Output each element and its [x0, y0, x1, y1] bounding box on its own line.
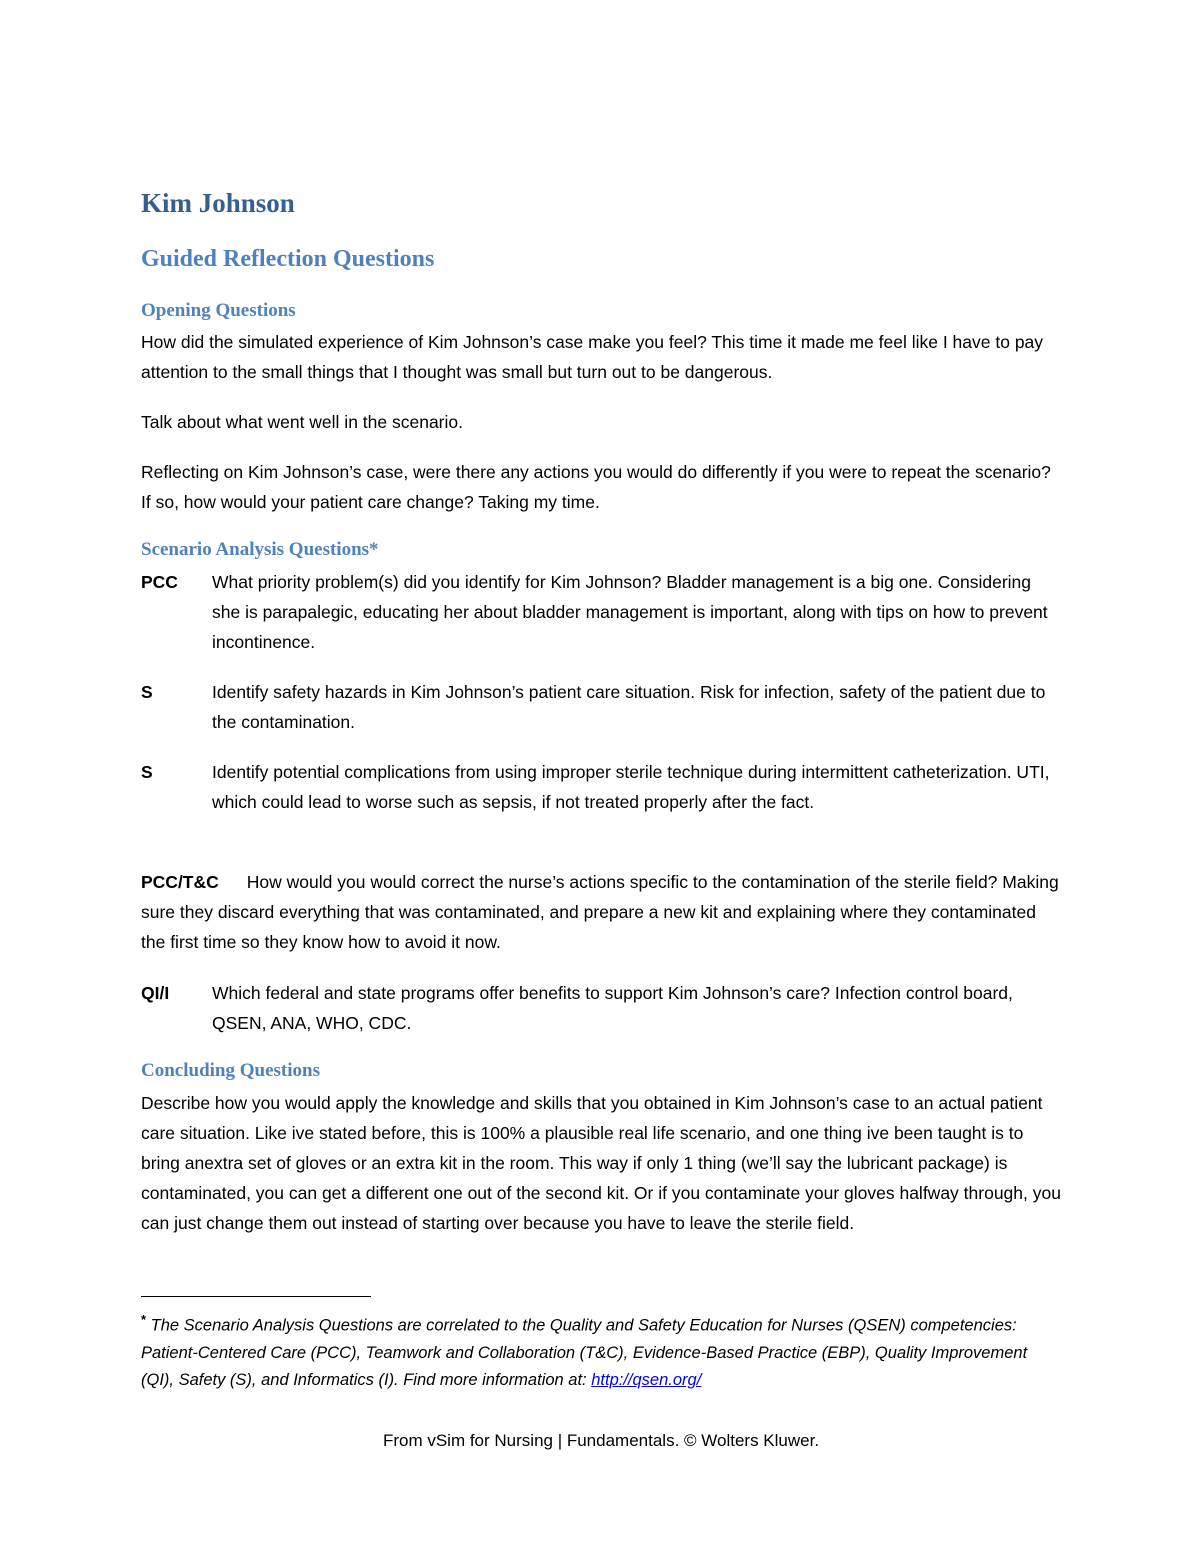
opening-question-3: Reflecting on Kim Johnson’s case, were there any actions you would do differently if you were to repeat the scenario? If so, how would your patient care change? Taking my time.: [141, 462, 1051, 512]
page-subtitle: Guided Reflection Questions: [141, 246, 435, 272]
analysis-code: QI/I: [141, 983, 170, 1003]
opening-question-2: Talk about what went well in the scenario.: [141, 412, 463, 432]
analysis-text: How would you would correct the nurse’s actions specific to the contamination of the sterile field? Making sure they discard everything that was contaminated, and prepare a new kit and explaining where they contaminated the first time so they know how to avoid it now.: [141, 872, 1059, 952]
analysis-text: Which federal and state programs offer benefits to support Kim Johnson’s care? Infection control board, QSEN, ANA, WHO, CDC.: [212, 983, 1013, 1033]
analysis-code: S: [141, 762, 153, 782]
concluding-question-1: Describe how you would apply the knowledge and skills that you obtained in Kim Johnson’s case to an actual patient care situation. Like ive stated before, this is 100% a plausible real life scenario, and one thing ive been taught is to bring anextra set of gloves or an extra kit in the room. This way if only 1 thing (we’ll say the lubricant package) is contaminated, you can get a different one out of the second kit. Or if you contaminate your gloves halfway through, you can just change them out instead of starting over because you have to leave the sterile field.: [141, 1093, 1061, 1233]
opening-question-1: How did the simulated experience of Kim Johnson’s case make you feel? This time it made me feel like I have to pay attention to the small things that I thought was small but turn out to be dangerous.: [141, 332, 1044, 382]
footnote-divider: [141, 1296, 371, 1297]
analysis-code: PCC/T&C: [141, 872, 219, 892]
analysis-code: S: [141, 682, 153, 702]
opening-heading: Opening Questions: [141, 300, 296, 321]
footnote: [141, 1306, 1061, 1394]
analysis-text: Identify potential complications from using improper sterile technique during intermittent catheterization. UTI, which could lead to worse such as sepsis, if not treated properly after the fact.: [212, 762, 1050, 812]
qsen-link[interactable]: http://qsen.org/: [591, 1370, 702, 1389]
analysis-text: What priority problem(s) did you identify for Kim Johnson? Bladder management is a big one. Considering she is parapalegic, educating her about bladder management is important, along with tips on how to prevent incontinence.: [212, 572, 1048, 652]
footnote-text: The Scenario Analysis Questions are correlated to the Quality and Safety Education for Nurses (QSEN) competencies: Patient-Centered Care (PCC), Teamwork and Collaboration (T&C), Evidence-Based Practice (EBP), Quality Improvement (QI), Safety (S), and Informatics (I). Find more information at:: [141, 1316, 1028, 1389]
footnote-marker: *: [141, 1312, 147, 1327]
page-title: Kim Johnson: [141, 188, 295, 218]
analysis-heading: Scenario Analysis Questions*: [141, 539, 379, 560]
analysis-code: PCC: [141, 572, 178, 592]
concluding-heading: Concluding Questions: [141, 1060, 320, 1081]
analysis-text: Identify safety hazards in Kim Johnson’s patient care situation. Risk for infection, safety of the patient due to the contamination.: [212, 682, 1046, 732]
analysis-item: [141, 867, 1061, 957]
page-footer: From vSim for Nursing | Fundamentals. © Wolters Kluwer.: [382, 1431, 820, 1450]
